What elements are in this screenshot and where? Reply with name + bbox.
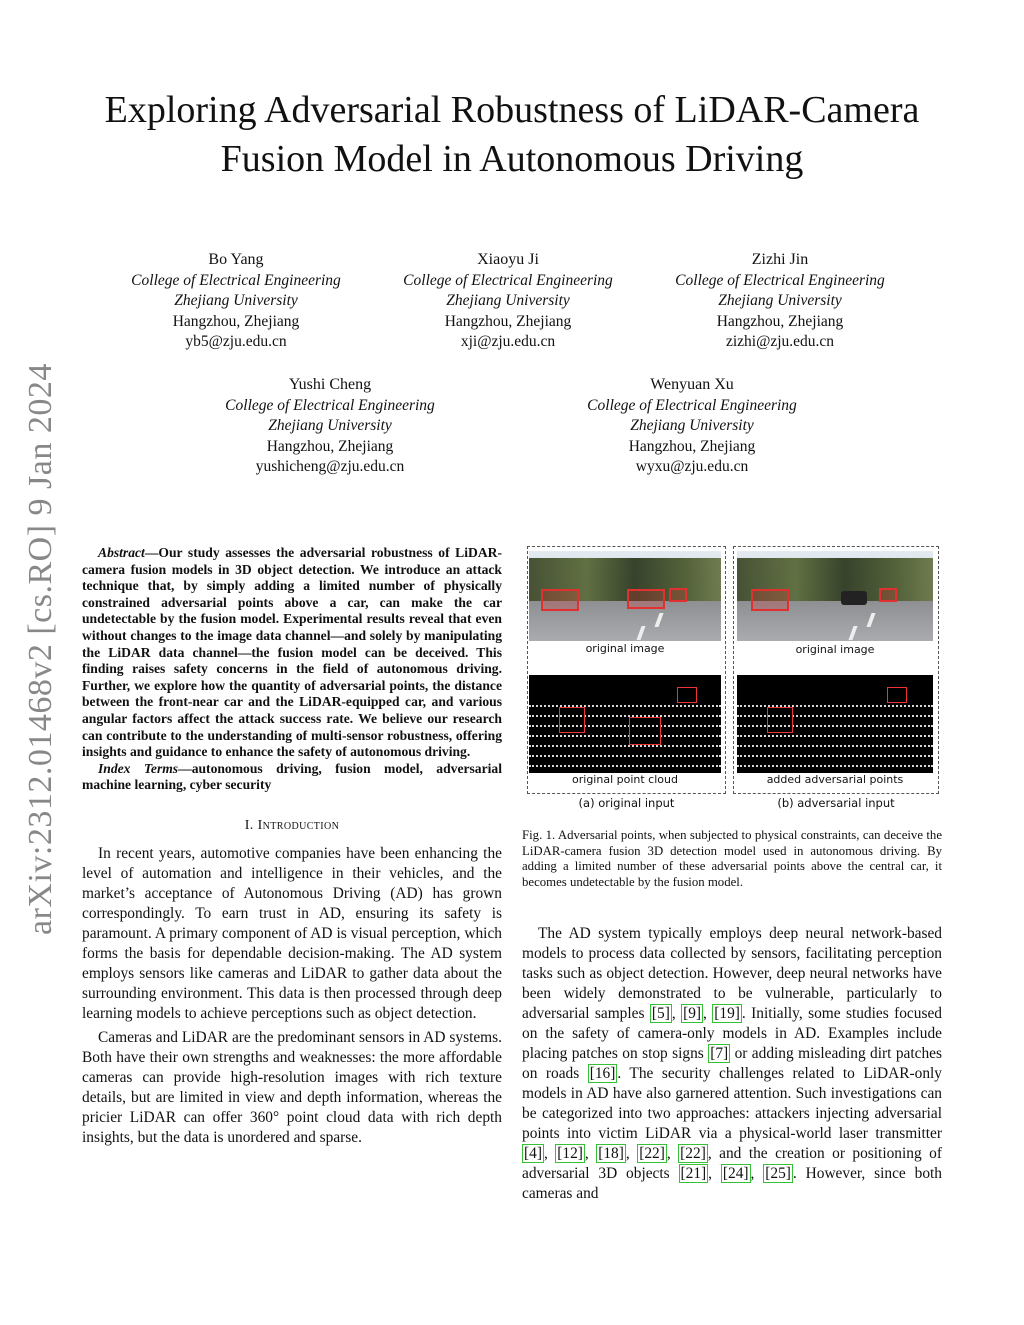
citation-link[interactable]: [22] — [639, 1145, 665, 1162]
author-block — [554, 375, 830, 478]
figure-caption: Fig. 1. Adversarial points, when subjected to physical constraints, can deceive the LiDAR-camera fusion 3D detection model used in autonomous driving. By adding a limited number of these adversarial points above the central car, it becomes undetectable by the fusion model. — [522, 828, 942, 889]
author-name: Zizhi Jin — [751, 251, 809, 268]
author-dept: College of Electrical Engineering — [587, 396, 797, 414]
intro-paragraph-2: Cameras and LiDAR are the predominant sensors in AD systems. Both have their own strengths and weaknesses: the more affordable cameras can provide high-resolution images with rich texture details, but are limited in view and depth information, whereas the pricier LiDAR can offer 360° point cloud data with rich depth insights, but the data is unordered and sparse. — [82, 1028, 502, 1146]
citation-link[interactable]: [4] — [524, 1145, 542, 1162]
citation-link[interactable]: [7] — [710, 1045, 729, 1062]
text-run: , and the creation or positioning of adversarial 3D objects — [522, 1145, 942, 1182]
author-univ: Zhejiang University — [268, 417, 392, 434]
point-cloud-original — [529, 675, 721, 773]
subfigure-label-b: (b) adversarial input — [777, 796, 895, 810]
figure-label-pointcloud: original point cloud — [572, 773, 678, 786]
author-city: Hangzhou, Zhejiang — [266, 437, 394, 455]
author-city: Hangzhou, Zhejiang — [628, 437, 756, 455]
author-dept: College of Electrical Engineering — [225, 396, 435, 414]
citation-link[interactable]: [5] — [651, 1005, 670, 1022]
index-terms-text: —autonomous driving, fusion model, adversarial machine learning, cyber security — [82, 760, 502, 793]
author-email: xji@zju.edu.cn — [460, 333, 556, 350]
author-dept: College of Electrical Engineering — [403, 271, 613, 289]
author-block — [192, 375, 468, 478]
author-block — [642, 250, 918, 353]
section-number: I. — [244, 817, 258, 833]
citation-link[interactable]: [12] — [557, 1145, 583, 1162]
section-heading — [82, 816, 502, 836]
camera-image-adversarial — [737, 551, 933, 641]
figure-label-pointcloud: added adversarial points — [766, 773, 904, 786]
body-paragraph: The AD system typically employs deep neural network-based models to process data collected by sensors, facilitating perception tasks such as object detection. However, deep neural networks have been widely demonstrated to be vulnerable, particularly to adversarial samples [5] , [9] , [19] . Initially, some studies focused on the safety of camera-only models in AD. Examples include placing patches on stop signs [7] or adding misleading dirt patches on roads [16] . The security challenges related to LiDAR-only models in AD have also garnered attention. Such investigations can be categorized into two approaches: attackers injecting adversarial points into victim LiDAR via a physical-world laser transmitter [4] , [12] , [18] , [22] , [22] , and the creation or positioning of adversarial 3D objects [21] , [24] , [25] . However, since both cameras and — [522, 925, 942, 1202]
figure-label-image: original image — [795, 643, 875, 656]
author-name: Yushi Cheng — [288, 376, 372, 393]
author-block — [370, 250, 646, 353]
author-email: zizhi@zju.edu.cn — [725, 333, 835, 350]
section-title: Introduction — [257, 817, 340, 833]
author-univ: Zhejiang University — [630, 417, 754, 434]
author-city: Hangzhou, Zhejiang — [444, 312, 572, 330]
arxiv-identifier: arXiv:2312.01468v2 [cs.RO] 9 Jan 2024 — [22, 363, 59, 935]
citation-link[interactable]: [16] — [589, 1065, 616, 1082]
author-email: yushicheng@zju.edu.cn — [255, 458, 405, 475]
author-email: yb5@zju.edu.cn — [185, 333, 287, 350]
author-univ: Zhejiang University — [718, 292, 842, 309]
abstract-label: Abstract — [98, 545, 145, 560]
citation-link[interactable]: [22] — [680, 1145, 706, 1162]
text-run: . However, since both cameras and — [522, 1165, 942, 1202]
abstract — [82, 545, 502, 761]
author-name: Bo Yang — [208, 251, 264, 268]
citation-link[interactable]: [24] — [722, 1165, 749, 1182]
author-univ: Zhejiang University — [174, 292, 298, 309]
author-email: wyxu@zju.edu.cn — [635, 458, 749, 475]
point-cloud-adversarial — [737, 675, 933, 773]
left-column — [82, 545, 502, 1148]
author-univ: Zhejiang University — [446, 292, 570, 309]
text-run: The AD system typically employs deep neural network-based models to process data collected by sensors, facilitating perception tasks such as object detection. However, deep neural networks have been widely demonstrated to be vulnerable, particularly to adversarial samples — [522, 925, 942, 1022]
citation-link[interactable]: [21] — [680, 1165, 707, 1182]
camera-image-original — [529, 551, 721, 641]
text-run: . Initially, some studies focused on the safety of camera-only models in AD. Examples include placing patches on stop signs — [522, 1005, 942, 1062]
right-column — [522, 924, 942, 1204]
citation-link[interactable]: [9] — [683, 1005, 702, 1022]
citation-link[interactable]: [18] — [598, 1145, 624, 1162]
subfigure-label-a: (a) original input — [578, 796, 675, 810]
author-name: Xiaoyu Ji — [477, 251, 539, 268]
paper-title: Exploring Adversarial Robustness of LiDAR-Camera Fusion Model in Autonomous Driving — [104, 89, 920, 180]
figure-label-image: original image — [585, 642, 665, 655]
author-block — [98, 250, 374, 353]
author-dept: College of Electrical Engineering — [675, 271, 885, 289]
author-name: Wenyuan Xu — [650, 376, 734, 393]
abstract-text: —Our study assesses the adversarial robustness of LiDAR-camera fusion models in 3D object detection. We introduce an attack technique that, by simply adding a limited number of physically constrained adversarial points above a car, can make the car undetectable by the fusion model. Experimental results reveal that even without changes to the image data channel—and solely by manipulating the LiDAR data channel—the fusion model can be deceived. This finding raises safety concerns in the field of autonomous driving. Further, we explore how the quantity of adversarial points, the distance between the front-near car and the LiDAR-equipped car, and various angular factors affect the attack success rate. We believe our research can contribute to the understanding of multi-sensor robustness, offering insights and guidance to enhance the safety of autonomous driving. — [82, 545, 502, 760]
author-city: Hangzhou, Zhejiang — [172, 312, 300, 330]
text-run: or adding misleading dirt patches on roads — [522, 1045, 942, 1082]
author-city: Hangzhou, Zhejiang — [716, 312, 844, 330]
index-terms — [82, 761, 502, 794]
citation-link[interactable]: [25] — [765, 1165, 791, 1182]
author-dept: College of Electrical Engineering — [131, 271, 341, 289]
text-run: . The security challenges related to LiDAR-only models in AD have also garnered attention. Such investigations can be categorized into two approaches: attackers injecting adversarial points into victim LiDAR via a physical-world laser transmitter — [522, 1065, 942, 1142]
citation-link[interactable]: [19] — [714, 1005, 740, 1022]
intro-paragraph-1: In recent years, automotive companies have been enhancing the level of automation and intelligence in their vehicles, and the market’s acceptance of Autonomous Driving (AD) has grown correspondingly. To earn trust in AD, ensuring its safety is paramount. A primary component of AD is visual perception, which forms the basis for dependable decision-making. The AD system employs sensors like cameras and LiDAR to gather data about the surrounding environment. This data is then processed through deep learning models to achieve perceptions such as object detection. — [82, 844, 502, 1022]
index-terms-label: Index Terms — [98, 760, 179, 776]
